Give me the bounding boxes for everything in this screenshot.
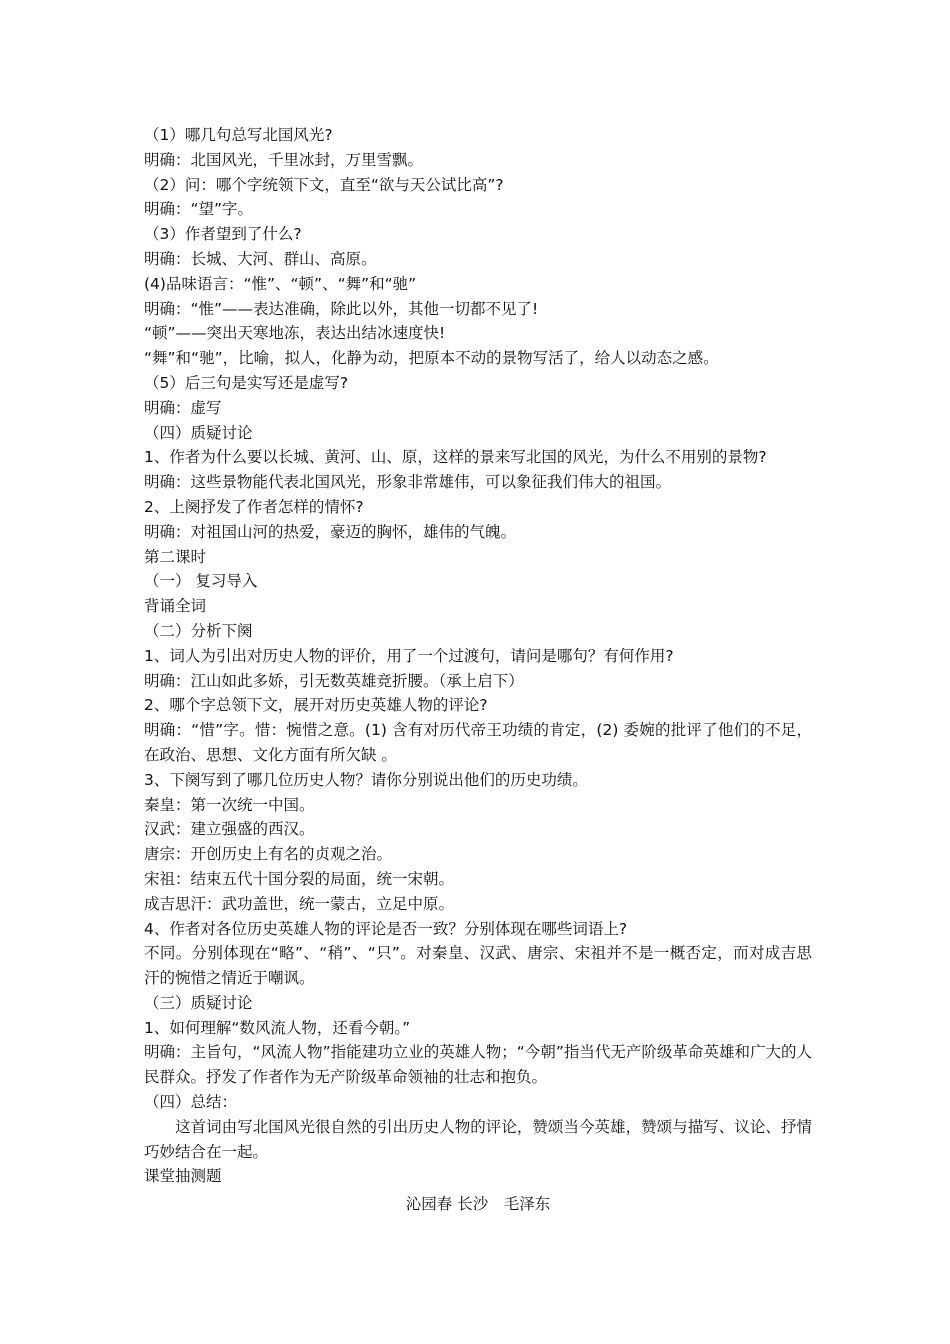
- text-line: 唐宗：开创历史上有名的贞观之治。: [144, 845, 393, 864]
- text-line: 宋祖：结束五代十国分裂的局面，统一宋朝。: [144, 869, 455, 888]
- text-line: 明确：这些景物能代表北国风光，形象非常雄伟，可以象征我们伟大的祖国。: [144, 473, 672, 492]
- section-heading: （四）质疑讨论: [144, 423, 253, 442]
- text-line: 1、如何理解“数风流人物，还看今朝。”: [144, 1018, 411, 1037]
- poem-title: 沁园春 长沙 毛泽东: [405, 1195, 551, 1214]
- text-line: “顿”——突出天寒地冻，表达出结冰速度快!: [144, 324, 446, 343]
- text-line: 1、词人为引出对历史人物的评价，用了一个过渡句，请问是哪句？有何作用?: [144, 646, 674, 665]
- text-line: （5）后三句是实写还是虚写?: [144, 373, 349, 392]
- document-body: [144, 123, 812, 1217]
- text-line: 明确：虚写: [144, 398, 222, 417]
- text-line: 明确：长城、大河、群山、高原。: [144, 249, 377, 268]
- text-line: (4)品味语言：“惟”、“顿”、“舞”和“驰”: [144, 274, 417, 293]
- text-line: 2、上阕抒发了作者怎样的情怀?: [144, 497, 364, 516]
- section-heading: （四）总结：: [144, 1093, 238, 1112]
- section-heading: （三）质疑讨论: [144, 993, 253, 1012]
- text-line: 明确：对祖国山河的热爱，豪迈的胸怀，雄伟的气魄。: [144, 522, 517, 541]
- text-line: 背诵全词: [144, 597, 207, 616]
- section-heading: （二）分析下阕: [144, 621, 253, 640]
- text-line: “舞”和“驰”，比喻，拟人，化静为动，把原本不动的景物写活了，给人以动态之感。: [144, 349, 719, 368]
- section-heading: （一） 复习导入: [144, 572, 258, 591]
- text-line: 2、哪个字总领下文，展开对历史英雄人物的评论?: [144, 696, 488, 715]
- text-line: 秦皇：第一次统一中国。: [144, 795, 315, 814]
- text-line: 3、下阕写到了哪几位历史人物？请你分别说出他们的历史功绩。: [144, 770, 588, 789]
- text-paragraph: 明确：主旨句，“风流人物”指能建功立业的英雄人物；“今朝”指当代无产阶级革命英雄和广大的人民群众。抒发了作者作为无产阶级革命领袖的壮志和抱负。: [144, 1043, 812, 1087]
- text-line: 4、作者对各位历史英雄人物的评论是否一致？分别体现在哪些词语上?: [144, 919, 628, 938]
- text-line: （3）作者望到了什么?: [144, 225, 302, 244]
- section-heading: 课堂抽测题: [144, 1167, 222, 1186]
- text-line: 明确：江山如此多娇，引无数英雄竞折腰。（承上启下）: [144, 671, 524, 690]
- section-heading: 第二课时: [144, 547, 207, 566]
- text-line: （2）问：哪个字统领下文，直至“欲与天公试比高”?: [144, 175, 504, 194]
- text-line: 明确：北国风光，千里冰封，万里雪飘。: [144, 150, 424, 169]
- text-line: 1、作者为什么要以长城、黄河、山、原，这样的景来写北国的风光，为什么不用别的景物?: [144, 448, 767, 467]
- text-line: 汉武：建立强盛的西汉。: [144, 820, 315, 839]
- text-line: （1）哪几句总写北国风光?: [144, 126, 333, 144]
- text-line: 明确：“望”字。: [144, 200, 254, 219]
- summary-paragraph: 这首词由写北国风光很自然的引出历史人物的评论，赞颂当今英雄，赞颂与描写、议论、抒情巧妙结合在一起。: [144, 1117, 812, 1161]
- text-line: 成吉思汗：武功盖世，统一蒙古，立足中原。: [144, 894, 455, 913]
- text-paragraph: 不同。分别体现在“略”、“稍”、“只”。对秦皇、汉武、唐宗、宋祖并不是一概否定，而对成吉思汗的惋惜之情近于嘲讽。: [144, 944, 812, 988]
- text-paragraph: 明确：“惜”字。惜：惋惜之意。(1) 含有对历代帝王功绩的肯定，(2) 委婉的批评了他们的不足，在政治、思想、文化方面有所欠缺 。: [144, 721, 812, 764]
- text-line: 明确：“惟”——表达准确，除此以外，其他一切都不见了!: [144, 299, 539, 318]
